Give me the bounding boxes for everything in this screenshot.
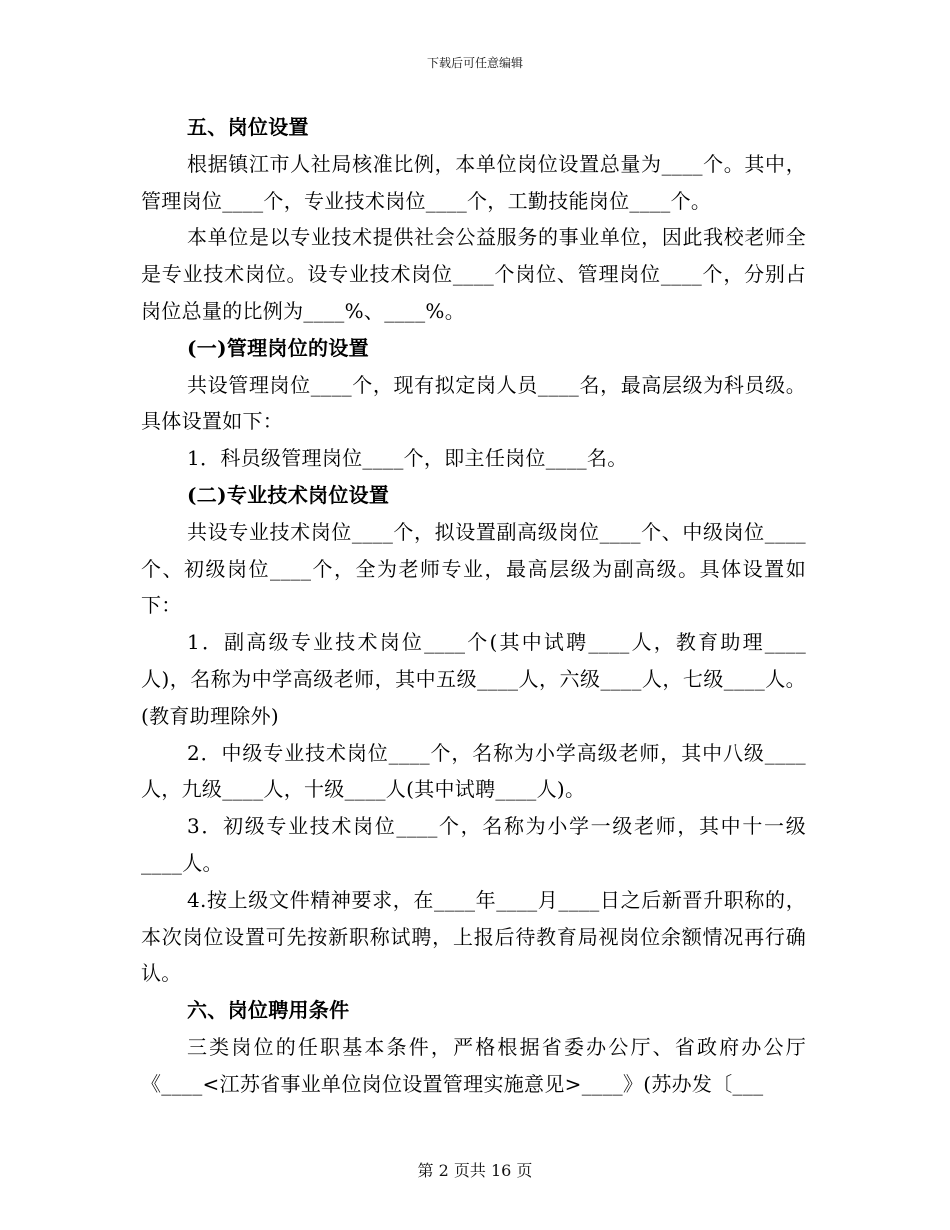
- paragraph-new-titles: 4.按上级文件精神要求，在____年____月____日之后新晋升职称的，本次岗位设置可先按新职称试聘，上报后待教育局视岗位余额情况再行确认。: [141, 887, 806, 986]
- page-header: 下载后可任意编辑: [426, 56, 523, 70]
- paragraph-unit-nature: 本单位是以专业技术提供社会公益服务的事业单位，因此我校老师全是专业技术岗位。设专业技术岗位____个岗位、管理岗位____个，分别占岗位总量的比例为____%、____%。: [141, 225, 806, 323]
- paragraph-management-posts: 共设管理岗位____个，现有拟定岗人员____名，最高层级为科员级。具体设置如下：: [141, 372, 806, 434]
- paragraph-senior-posts: 1．副高级专业技术岗位____个(其中试聘____人，教育助理____人)，名称为中学高级老师，其中五级____人，六级____人，七级____人。(教育助理除外): [141, 630, 806, 728]
- paragraph-clerk-posts: 1．科员级管理岗位____个，即主任岗位____名。: [187, 446, 628, 471]
- paragraph-total-posts: 根据镇江市人社局核准比例，本单位岗位设置总量为____个。其中，管理岗位____个，专业技术岗位____个，工勤技能岗位____个。: [141, 151, 806, 213]
- subheading-management-posts: (一)管理岗位的设置: [187, 335, 369, 360]
- paragraph-basic-conditions: 三类岗位的任职基本条件，严格根据省委办公厅、省政府办公厅《____<江苏省事业单位岗位设置管理实施意见>____》(苏办发〔___: [141, 1034, 806, 1096]
- section-heading-post-setup: 五、岗位设置: [187, 115, 309, 139]
- paragraph-intermediate-posts: 2．中级专业技术岗位____个，名称为小学高级老师，其中八级____人，九级____人，十级____人(其中试聘____人)。: [141, 740, 806, 802]
- section-heading-employment-conditions: 六、岗位聘用条件: [187, 998, 350, 1023]
- paragraph-technical-posts: 共设专业技术岗位____个，拟设置副高级岗位____个、中级岗位____个、初级岗位____个，全为老师专业，最高层级为副高级。具体设置如下：: [141, 519, 806, 618]
- document-body: [141, 109, 806, 1103]
- paragraph-junior-posts: 3．初级专业技术岗位____个，名称为小学一级老师，其中十一级____人。: [141, 814, 806, 875]
- page-footer: 第 2 页共 16 页: [417, 1161, 533, 1180]
- subheading-technical-posts: (二)专业技术岗位设置: [187, 482, 390, 507]
